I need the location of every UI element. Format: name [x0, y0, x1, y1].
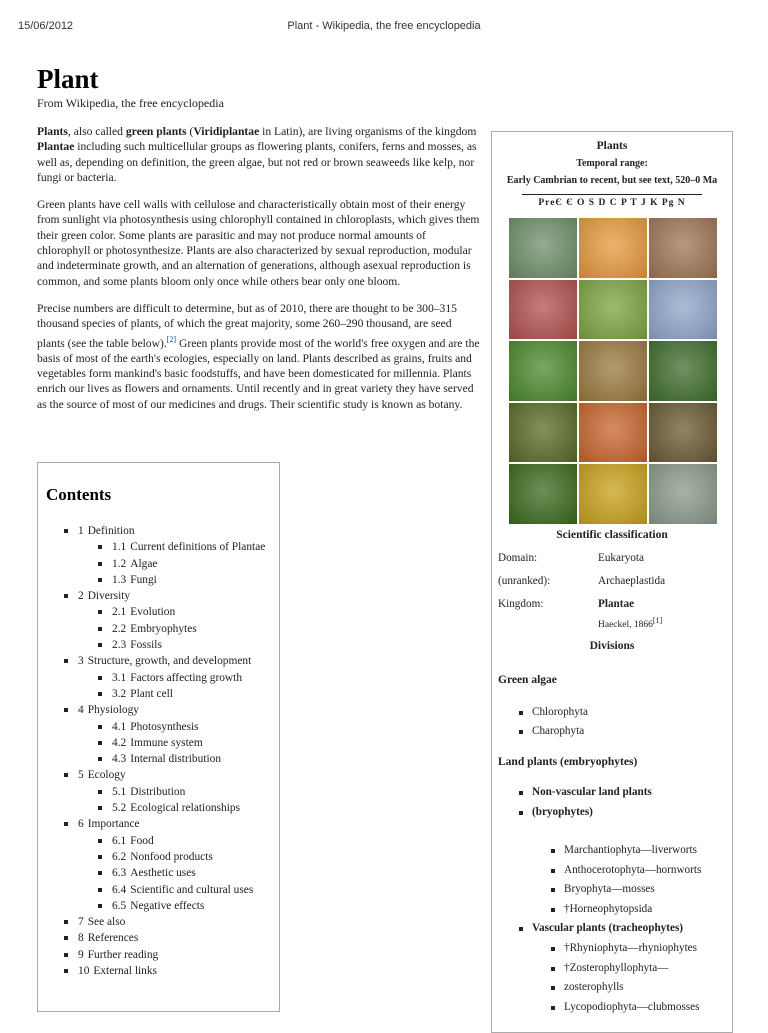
geologic-timeline[interactable]: PreЄ Є O S D C P T J K Pg N [522, 194, 702, 208]
toc-subitem[interactable] [96, 735, 265, 751]
toc-label[interactable]: Distribution [130, 785, 186, 798]
plant-photo[interactable] [579, 341, 647, 401]
toc-subitem[interactable] [96, 865, 265, 881]
text: Green plants provide most of the world's free oxygen and are the basis of most of the earth's ecologies, especially on land. Plants described as grains, fruits and vegetables form mankind's basic foodstuffs, and have been domesticated for millennia. Plants enrich our lives as flowers and ornaments. Until recently and in great variety they have served as the source of most of our medicines and drugs. Their scientific study is known as botany. [37, 336, 480, 411]
list-item[interactable]: Anthocerotophyta—hornworts [564, 864, 702, 876]
toc-item[interactable] [62, 816, 265, 914]
land-plants-heading: Land plants (embryophytes) [498, 756, 638, 768]
intro-paragraph-2: Green plants have cell walls with cellulose and characteristically obtain most of their energy from sunlight via photosynthesis using chlorophyll contained in chloroplasts, which gives them their green color. Some plants are parasitic and may not produce normal amounts of chlorophyll or photosynthesize. Plants are also characterized by sexual reproduction, modular and indeterminate growth, and an alternation of generations, although asexual reproduction is common, and some plants bloom only once while others bear only one bloom. [37, 198, 480, 288]
toc-number: 4.3 [112, 753, 127, 766]
toc-item[interactable] [62, 588, 265, 653]
toc-item[interactable] [62, 963, 265, 979]
toc-item[interactable] [62, 767, 265, 816]
list-item-continued [532, 806, 593, 818]
toc-subitem[interactable] [96, 539, 265, 555]
infobox-title: Plants [596, 140, 628, 152]
toc-subitem[interactable] [96, 670, 265, 686]
bold-term: green plants [125, 125, 187, 138]
text: zosterophylls [564, 981, 624, 993]
unranked-key: (unranked): [498, 575, 551, 587]
toc-sublist [78, 719, 265, 768]
toc-item[interactable] [62, 914, 265, 930]
toc-label[interactable]: Fossils [130, 639, 162, 652]
toc-sublist [78, 539, 265, 588]
toc-label[interactable]: Algae [130, 557, 158, 570]
bold-term: Plantae [37, 140, 75, 154]
list-item[interactable]: Bryophyta—mosses [564, 883, 655, 895]
toc-subitem[interactable] [96, 719, 265, 735]
kingdom-value: Plantae [598, 598, 635, 610]
toc-label[interactable]: Internal distribution [130, 753, 222, 766]
plant-photo[interactable] [579, 464, 647, 524]
toc-subitem[interactable] [96, 833, 265, 849]
reference-link[interactable]: [1] [652, 616, 663, 625]
toc-number: 1.2 [112, 557, 127, 570]
temporal-range-label: Temporal range: [576, 158, 648, 169]
toc-subitem[interactable] [96, 604, 265, 620]
divisions-heading: Divisions [589, 640, 635, 652]
toc-number: 5.1 [112, 785, 127, 798]
taxobox [491, 131, 733, 1033]
intro-paragraph-1 [37, 124, 482, 185]
toc-label[interactable]: Diversity [87, 590, 131, 603]
bold-term: Viridiplantae [193, 125, 260, 138]
list-item[interactable]: †Zosterophyllophyta— [564, 962, 669, 974]
text: including such multicellular groups as flowering plants, conifers, ferns and mosses, as well as, depending on definition, the green algae, but not red or brown seaweeds like kelp, nor fungi or bacteria. [37, 140, 477, 184]
plant-photo[interactable] [649, 403, 717, 463]
plant-photo[interactable] [579, 218, 647, 278]
toc-number: 4 [78, 704, 84, 717]
toc-number: 6 [78, 818, 84, 831]
text: ( [186, 125, 194, 138]
toc-label[interactable]: Embryophytes [130, 622, 197, 635]
toc-label[interactable]: See also [87, 916, 126, 929]
temporal-range-text: Early Cambrian to recent, but see text, 520–0 Ma [506, 175, 718, 186]
toc-label[interactable]: Factors affecting growth [130, 671, 243, 684]
toc-label[interactable]: Evolution [130, 606, 176, 619]
toc-number: 1.3 [112, 573, 127, 586]
plant-photo[interactable] [649, 464, 717, 524]
toc-label[interactable]: Scientific and cultural uses [130, 883, 254, 896]
toc-label[interactable]: Ecological relationships [130, 802, 241, 815]
toc-subitem[interactable] [96, 849, 265, 865]
toc-number: 6.2 [112, 850, 127, 863]
toc-number: 5.2 [112, 802, 127, 815]
toc-item[interactable] [62, 653, 265, 702]
toc-number: 7 [78, 916, 84, 929]
toc-label[interactable]: Aesthetic uses [130, 867, 196, 880]
list-item-continued [564, 981, 624, 993]
toc-number: 5 [78, 769, 84, 782]
toc-subitem[interactable] [96, 556, 265, 572]
plant-photo[interactable] [649, 341, 717, 401]
toc-label[interactable]: References [87, 932, 139, 945]
toc-subitem[interactable] [96, 784, 265, 800]
toc-number: 2.2 [112, 622, 127, 635]
toc-sublist [78, 604, 265, 653]
toc-subitem[interactable] [96, 882, 265, 898]
scientific-classification-heading: Scientific classification [556, 529, 668, 541]
toc-label[interactable]: Importance [87, 818, 140, 831]
print-date: 15/06/2012 [18, 20, 74, 32]
toc-number: 3 [78, 655, 84, 668]
toc-label[interactable]: Food [130, 834, 154, 847]
toc-number: 2.3 [112, 639, 127, 652]
toc-sublist [78, 784, 265, 817]
toc-number: 8 [78, 932, 84, 945]
toc-subitem[interactable] [96, 686, 265, 702]
toc-item[interactable] [62, 702, 265, 767]
list-item[interactable]: Lycopodiophyta—clubmosses [564, 1001, 700, 1013]
toc-label[interactable]: Definition [87, 525, 135, 537]
toc-label[interactable]: Fungi [130, 573, 157, 586]
toc-subitem[interactable] [96, 751, 265, 767]
toc-number: 4.2 [112, 736, 127, 749]
list-item[interactable]: Non-vascular land plants [532, 786, 652, 798]
list-item[interactable]: Charophyta [532, 725, 585, 737]
toc-number: 6.4 [112, 883, 127, 896]
list-item[interactable]: Vascular plants (tracheophytes) [532, 922, 684, 934]
toc-number: 6.5 [112, 899, 127, 912]
list-item[interactable]: †Horneophytopsida [564, 903, 653, 915]
plant-photo[interactable] [649, 280, 717, 340]
toc-number: 3.2 [112, 687, 127, 700]
plant-photo[interactable] [509, 341, 577, 401]
toc-item[interactable] [62, 930, 265, 946]
toc-item[interactable] [62, 947, 265, 963]
plant-photo[interactable] [509, 280, 577, 340]
toc-number: 2 [78, 590, 84, 603]
page-subtitle: From Wikipedia, the free encyclopedia [37, 96, 224, 110]
toc-number: 1.1 [112, 541, 127, 554]
toc-label[interactable]: Structure, growth, and development [87, 655, 252, 668]
toc-label[interactable]: Ecology [87, 769, 126, 782]
toc-number: 3.1 [112, 671, 127, 684]
toc-number: 9 [78, 948, 84, 961]
text: , also called [67, 125, 126, 138]
toc-number: 10 [78, 965, 90, 978]
toc-subitem[interactable] [96, 572, 265, 588]
toc-sublist [78, 833, 265, 914]
toc-label[interactable]: External links [93, 965, 157, 978]
intro-paragraph-3 [37, 301, 482, 412]
domain-value[interactable]: Eukaryota [598, 552, 644, 564]
toc-number: 4.1 [112, 720, 127, 733]
toc-heading: Contents [46, 485, 112, 504]
toc-number: 2.1 [112, 606, 127, 619]
print-title: Plant - Wikipedia, the free encyclopedia [287, 20, 481, 32]
list-item[interactable]: Marchantiophyta—liverworts [564, 844, 697, 856]
toc-number: 1 [78, 525, 84, 537]
toc-label[interactable]: Physiology [87, 704, 139, 717]
authority [598, 616, 662, 630]
domain-key: Domain: [498, 552, 538, 564]
toc-number: 6.1 [112, 834, 127, 847]
toc-subitem[interactable] [96, 898, 265, 914]
table-of-contents [37, 462, 280, 1012]
toc-label[interactable]: Immune system [130, 736, 203, 749]
text: Precise numbers are difficult to determine, but as of 2010, there are thought to be 300–315 thousand species of plants, of which the great majority, some 260–290 thousand, are seed plants (see the table below). [37, 301, 457, 350]
toc-label[interactable]: Photosynthesis [130, 720, 199, 733]
list-item[interactable]: †Rhyniophyta—rhyniophytes [564, 942, 697, 954]
toc-label[interactable]: Plant cell [130, 687, 173, 700]
text: (bryophytes) [532, 806, 593, 818]
plant-photo[interactable] [509, 218, 577, 278]
article-body [37, 124, 482, 424]
plant-photo[interactable] [579, 280, 647, 340]
plant-photo[interactable] [509, 464, 577, 524]
reference-link[interactable]: [2] [166, 334, 177, 344]
list-item[interactable]: Chlorophyta [532, 706, 588, 718]
toc-label[interactable]: Negative effects [130, 899, 205, 912]
toc-label[interactable]: Further reading [87, 948, 159, 961]
unranked-value[interactable]: Archaeplastida [598, 575, 666, 587]
authority-text[interactable]: Haeckel, 1866 [598, 620, 653, 631]
plant-photo[interactable] [579, 403, 647, 463]
toc-label[interactable]: Current definitions of Plantae [130, 541, 266, 554]
toc-sublist [78, 670, 265, 703]
plant-photo[interactable] [649, 218, 717, 278]
toc-number: 6.3 [112, 867, 127, 880]
page-title: Plant [37, 64, 99, 94]
kingdom-key: Kingdom: [498, 598, 544, 610]
plant-gallery [509, 218, 717, 524]
toc-subitem[interactable] [96, 800, 265, 816]
green-algae-heading: Green algae [498, 674, 557, 686]
toc-list [62, 523, 265, 979]
toc-label[interactable]: Nonfood products [130, 850, 213, 863]
print-header [0, 14, 768, 34]
plant-photo[interactable] [509, 403, 577, 463]
bold-term: Plants [37, 125, 68, 138]
toc-item[interactable] [62, 523, 265, 588]
toc-subitem[interactable] [96, 621, 265, 637]
toc-subitem[interactable] [96, 637, 265, 653]
text: in Latin), are living organisms of the kingdom [259, 125, 477, 138]
